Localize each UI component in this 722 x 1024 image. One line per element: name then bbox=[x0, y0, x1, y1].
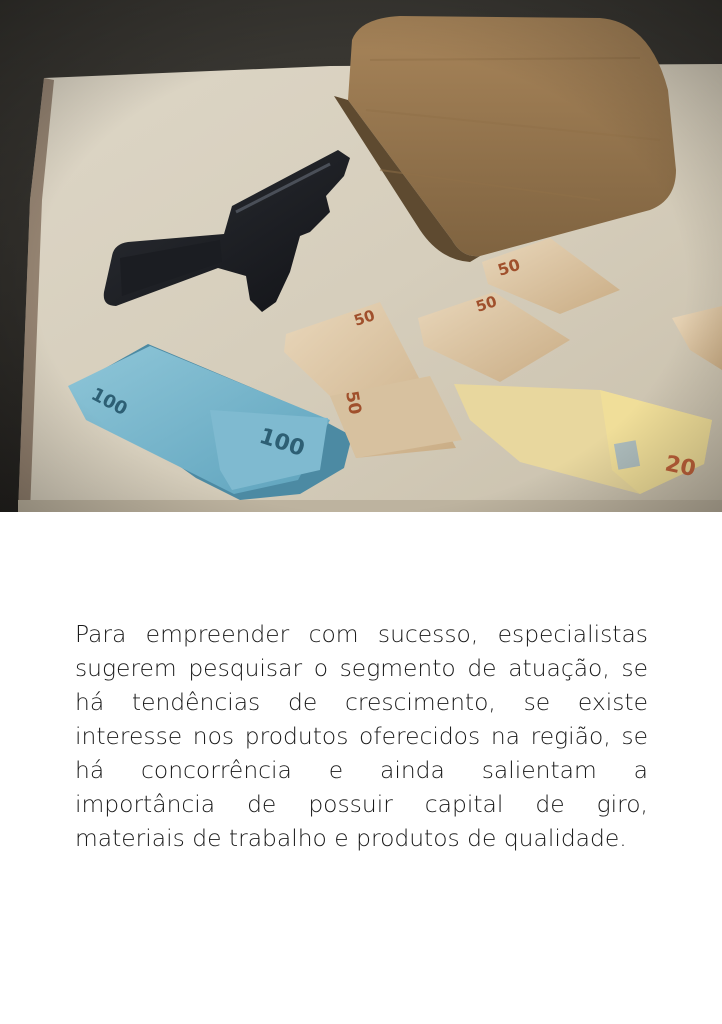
body-line: Para empreender com sucesso, especialistas bbox=[75, 620, 648, 648]
body-line: sugerem pesquisar o segmento de atuação, se bbox=[75, 654, 648, 682]
body-line: há concorrência e ainda salientam a bbox=[75, 756, 648, 784]
body-line: interesse nos produtos oferecidos na região, se bbox=[75, 722, 648, 750]
body-paragraph bbox=[75, 617, 648, 855]
body-line: importância de possuir capital de giro, bbox=[75, 790, 648, 818]
body-line: materiais de trabalho e produtos de qualidade. bbox=[75, 824, 627, 852]
body-line: há tendências de crescimento, se existe bbox=[75, 688, 648, 716]
